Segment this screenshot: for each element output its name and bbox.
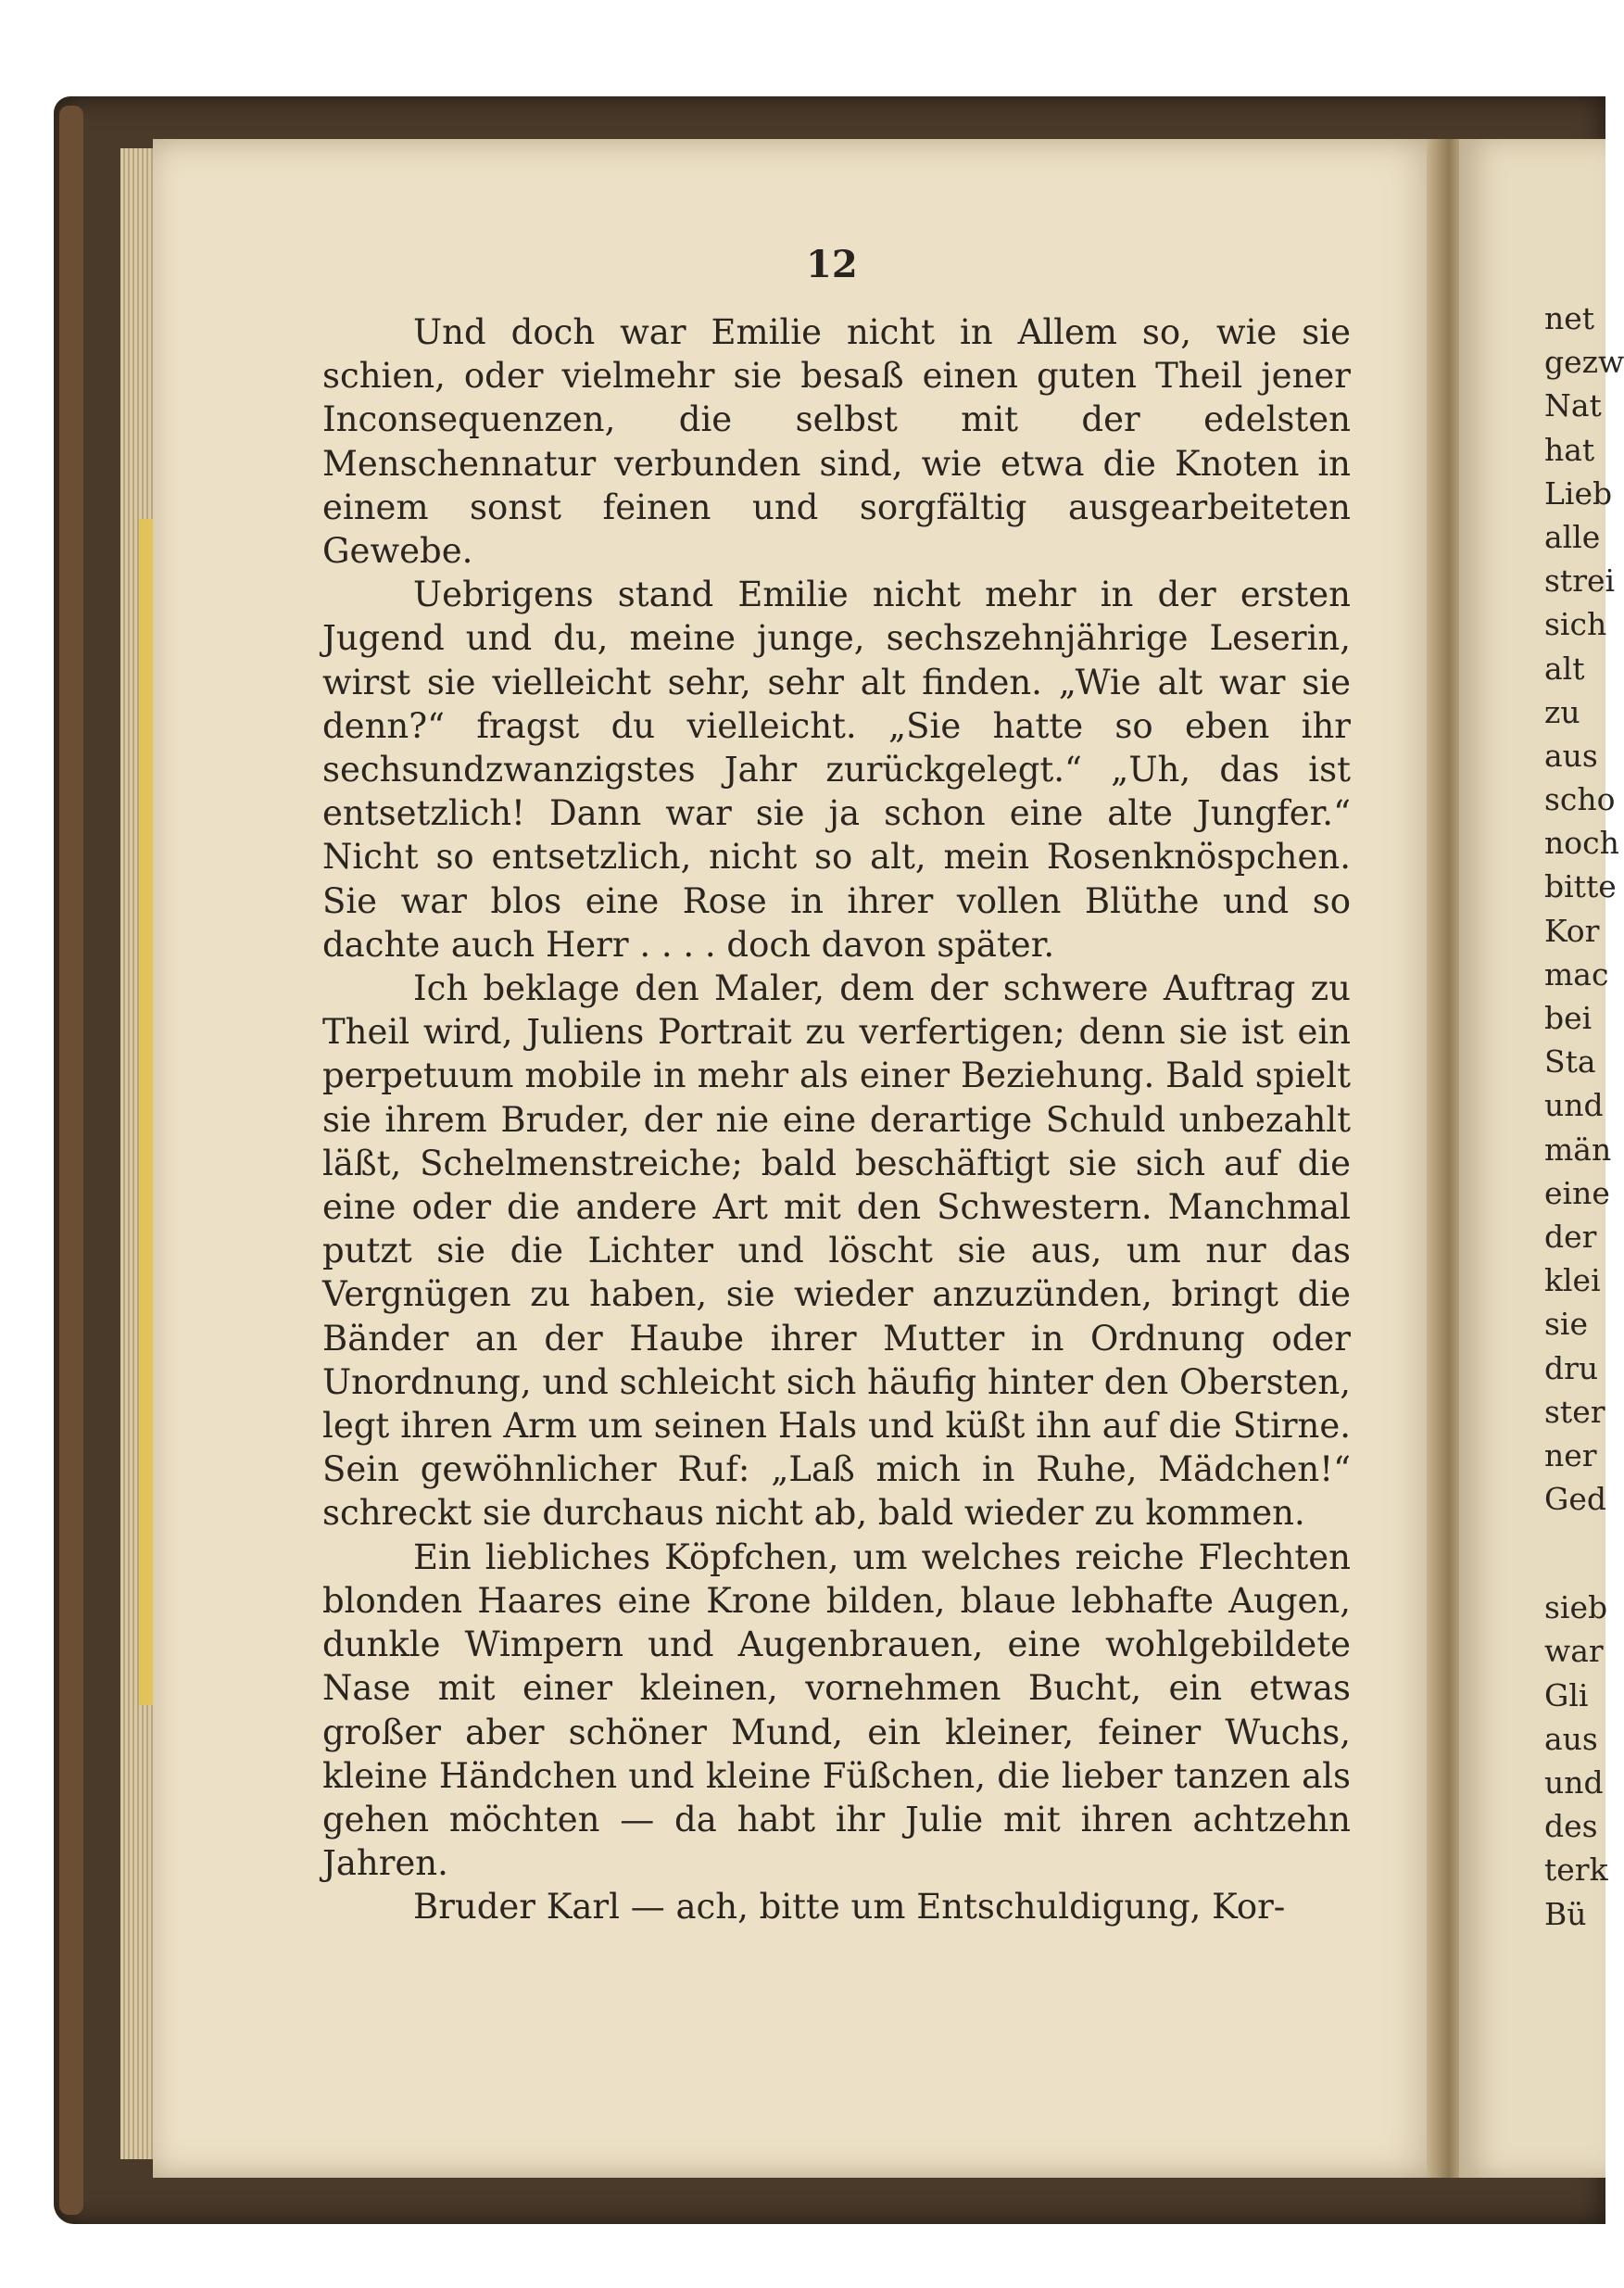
right-page-fragment: sie (1544, 1306, 1589, 1343)
right-page-fragment: noch (1544, 825, 1619, 862)
paragraph: Ein liebliches Köpfchen, um welches reiche Flechten blonden Haares eine Krone bilden, blaue lebhafte Augen, dunkle Wimpern und Augenbrauen, eine wohlgebildete Nase mit einer kleinen, vornehmen Bucht, ein etwas großer aber schöner Mund, ein kleiner, feiner Wuchs, kleine Händchen und kleine Füßchen, die lieber tanzen als gehen möchten — da habt ihr Julie mit ihren achtzehn Jahren. (322, 1536, 1351, 1884)
right-page-fragment: ster (1544, 1393, 1605, 1430)
right-page-fragment: sich (1544, 606, 1607, 643)
right-page-fragment: ner (1544, 1436, 1597, 1473)
paragraph: Bruder Karl — ach, bitte um Entschuldigung, Kor- (413, 1887, 1286, 1928)
right-page-fragment: Ged (1544, 1481, 1607, 1518)
right-page-fragment: zu (1544, 693, 1580, 730)
right-page-fragment: war (1544, 1633, 1604, 1670)
right-page-fragment: der (1544, 1218, 1597, 1255)
right-page-fragment: bei (1544, 1000, 1593, 1036)
right-page-text (1544, 297, 1624, 1936)
right-page-fragment: und (1544, 1764, 1604, 1801)
body-text (322, 310, 1351, 1929)
right-page-fragment: mac (1544, 955, 1609, 992)
book-gutter (1427, 139, 1464, 2178)
right-page-fragment: Nat (1544, 387, 1602, 424)
right-page-fragment: Sta (1544, 1043, 1596, 1081)
right-page-fragment: scho (1544, 781, 1616, 818)
paragraph: Uebrigens stand Emilie nicht mehr in der ersten Jugend und du, meine junge, sechszehnjährige Leserin, wirst sie vielleicht sehr, sehr alt finden. „Wie alt war sie denn?“ fragst du vielleicht. „Sie hatte so eben ihr sechsundzwanzigstes Jahr zurückgelegt.“ „Uh, das ist entsetzlich! Dann war sie ja schon eine alte Jungfer.“ Nicht so entsetzlich, nicht so alt, mein Rosenknöspchen. Sie war blos eine Rose in ihrer vollen Blüthe und so dachte auch Herr . . . . doch davon später. (322, 575, 1351, 965)
right-page-fragment: gezw (1544, 344, 1624, 381)
right-page-fragment: und (1544, 1087, 1604, 1124)
right-page-fragment: aus (1544, 737, 1598, 774)
right-page-fragment: bitte (1544, 868, 1617, 905)
page-number: 12 (806, 243, 858, 286)
right-page-fragment: klei (1544, 1262, 1601, 1299)
right-page-fragment: Gli (1544, 1676, 1589, 1713)
right-page-fragment: dru (1544, 1349, 1599, 1386)
right-page-fragment: strei (1544, 563, 1616, 600)
right-page-fragment: alle (1544, 518, 1601, 555)
paragraph: Ich beklage den Maler, dem der schwere Auftrag zu Theil wird, Juliens Portrait zu verfertigen; denn sie ist ein perpetuum mobile in mehr als einer Beziehung. Bald spielt sie ihrem Bruder, der nie eine derartige Schuld unbezahlt läßt, Schelmenstreiche; bald beschäftigt sie sich auf die eine oder die andere Art mit den Schwestern. Manchmal putzt sie die Lichter und löscht sie aus, um nur das Vergnügen zu haben, sie wieder anzuzünden, bringt die Bänder an der Haube ihrer Mutter in Ordnung oder Unordnung, und schleicht sich häufig hinter den Obersten, legt ihren Arm um seinen Hals und küßt ihn auf die Stirne. Sein gewöhnlicher Ruf: „Laß mich in Ruhe, Mädchen!“ schreckt sie durchaus nicht ab, bald wieder zu kommen. (322, 968, 1351, 1534)
paragraph-gap (1544, 1521, 1605, 1586)
right-page-fragment: Kor (1544, 912, 1600, 949)
right-page-fragments-bottom (1544, 1586, 1608, 1936)
right-page-fragment: män (1544, 1131, 1612, 1168)
right-page-fragment: des (1544, 1808, 1598, 1845)
paragraph: Und doch war Emilie nicht in Allem so, wie sie schien, oder vielmehr sie besaß einen guten Theil jener Inconsequenzen, die selbst mit der edelsten Menschennatur verbunden sind, wie etwa die Knoten in einem sonst feinen und sorgfältig ausgearbeiteten Gewebe. (322, 312, 1351, 572)
right-page-fragment: sieb (1544, 1589, 1608, 1626)
right-page-fragment: aus (1544, 1720, 1598, 1757)
right-page-fragment: hat (1544, 431, 1595, 468)
right-page-fragment: alt (1544, 650, 1585, 687)
right-page-fragment: Bü (1544, 1895, 1587, 1932)
right-page-fragments-top (1544, 297, 1624, 1521)
right-page-fragment: eine (1544, 1174, 1610, 1211)
right-page-fragment: Lieb (1544, 474, 1613, 512)
right-page-fragment: terk (1544, 1852, 1608, 1889)
right-page-fragment: net (1544, 300, 1595, 336)
